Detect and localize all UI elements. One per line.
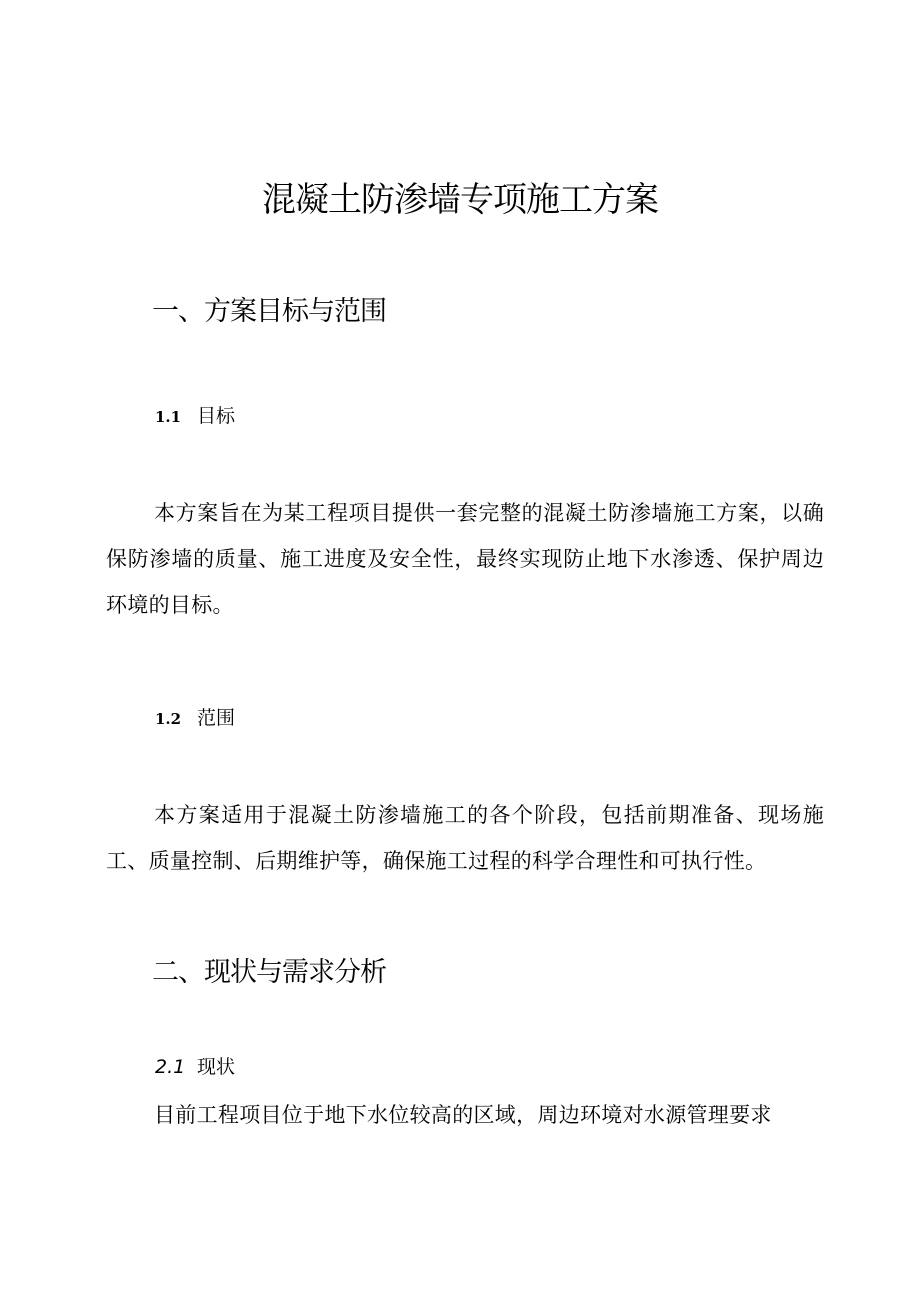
- paragraph-goal: 本方案旨在为某工程项目提供一套完整的混凝土防渗墙施工方案，以确保防渗墙的质量、施工进度及安全性，最终实现防止地下水渗透、保护周边环境的目标。: [106, 501, 824, 617]
- paragraph-scope: 本方案适用于混凝土防渗墙施工的各个阶段，包括前期准备、现场施工、质量控制、后期维护等，确保施工过程的科学合理性和可执行性。: [106, 803, 824, 873]
- subsection-title: 范围: [197, 707, 236, 729]
- subsection-number: 2.1: [155, 1056, 186, 1078]
- subsection-title: 现状: [197, 1056, 236, 1078]
- subsection-title: 目标: [197, 405, 236, 427]
- subsection-heading-2-1: [155, 1052, 235, 1082]
- subsection-number: 1.2: [155, 710, 182, 728]
- section-heading-1: 一、方案目标与范围: [152, 296, 386, 327]
- paragraph-status: 目前工程项目位于地下水位较高的区域，周边环境对水源管理要求: [154, 1103, 772, 1127]
- subsection-heading-1-2: [155, 703, 235, 734]
- document-title: 混凝土防渗墙专项施工方案: [262, 180, 658, 220]
- subsection-number: 1.1: [155, 408, 182, 426]
- subsection-heading-1-1: [155, 401, 235, 432]
- section-heading-2: 二、现状与需求分析: [152, 957, 386, 988]
